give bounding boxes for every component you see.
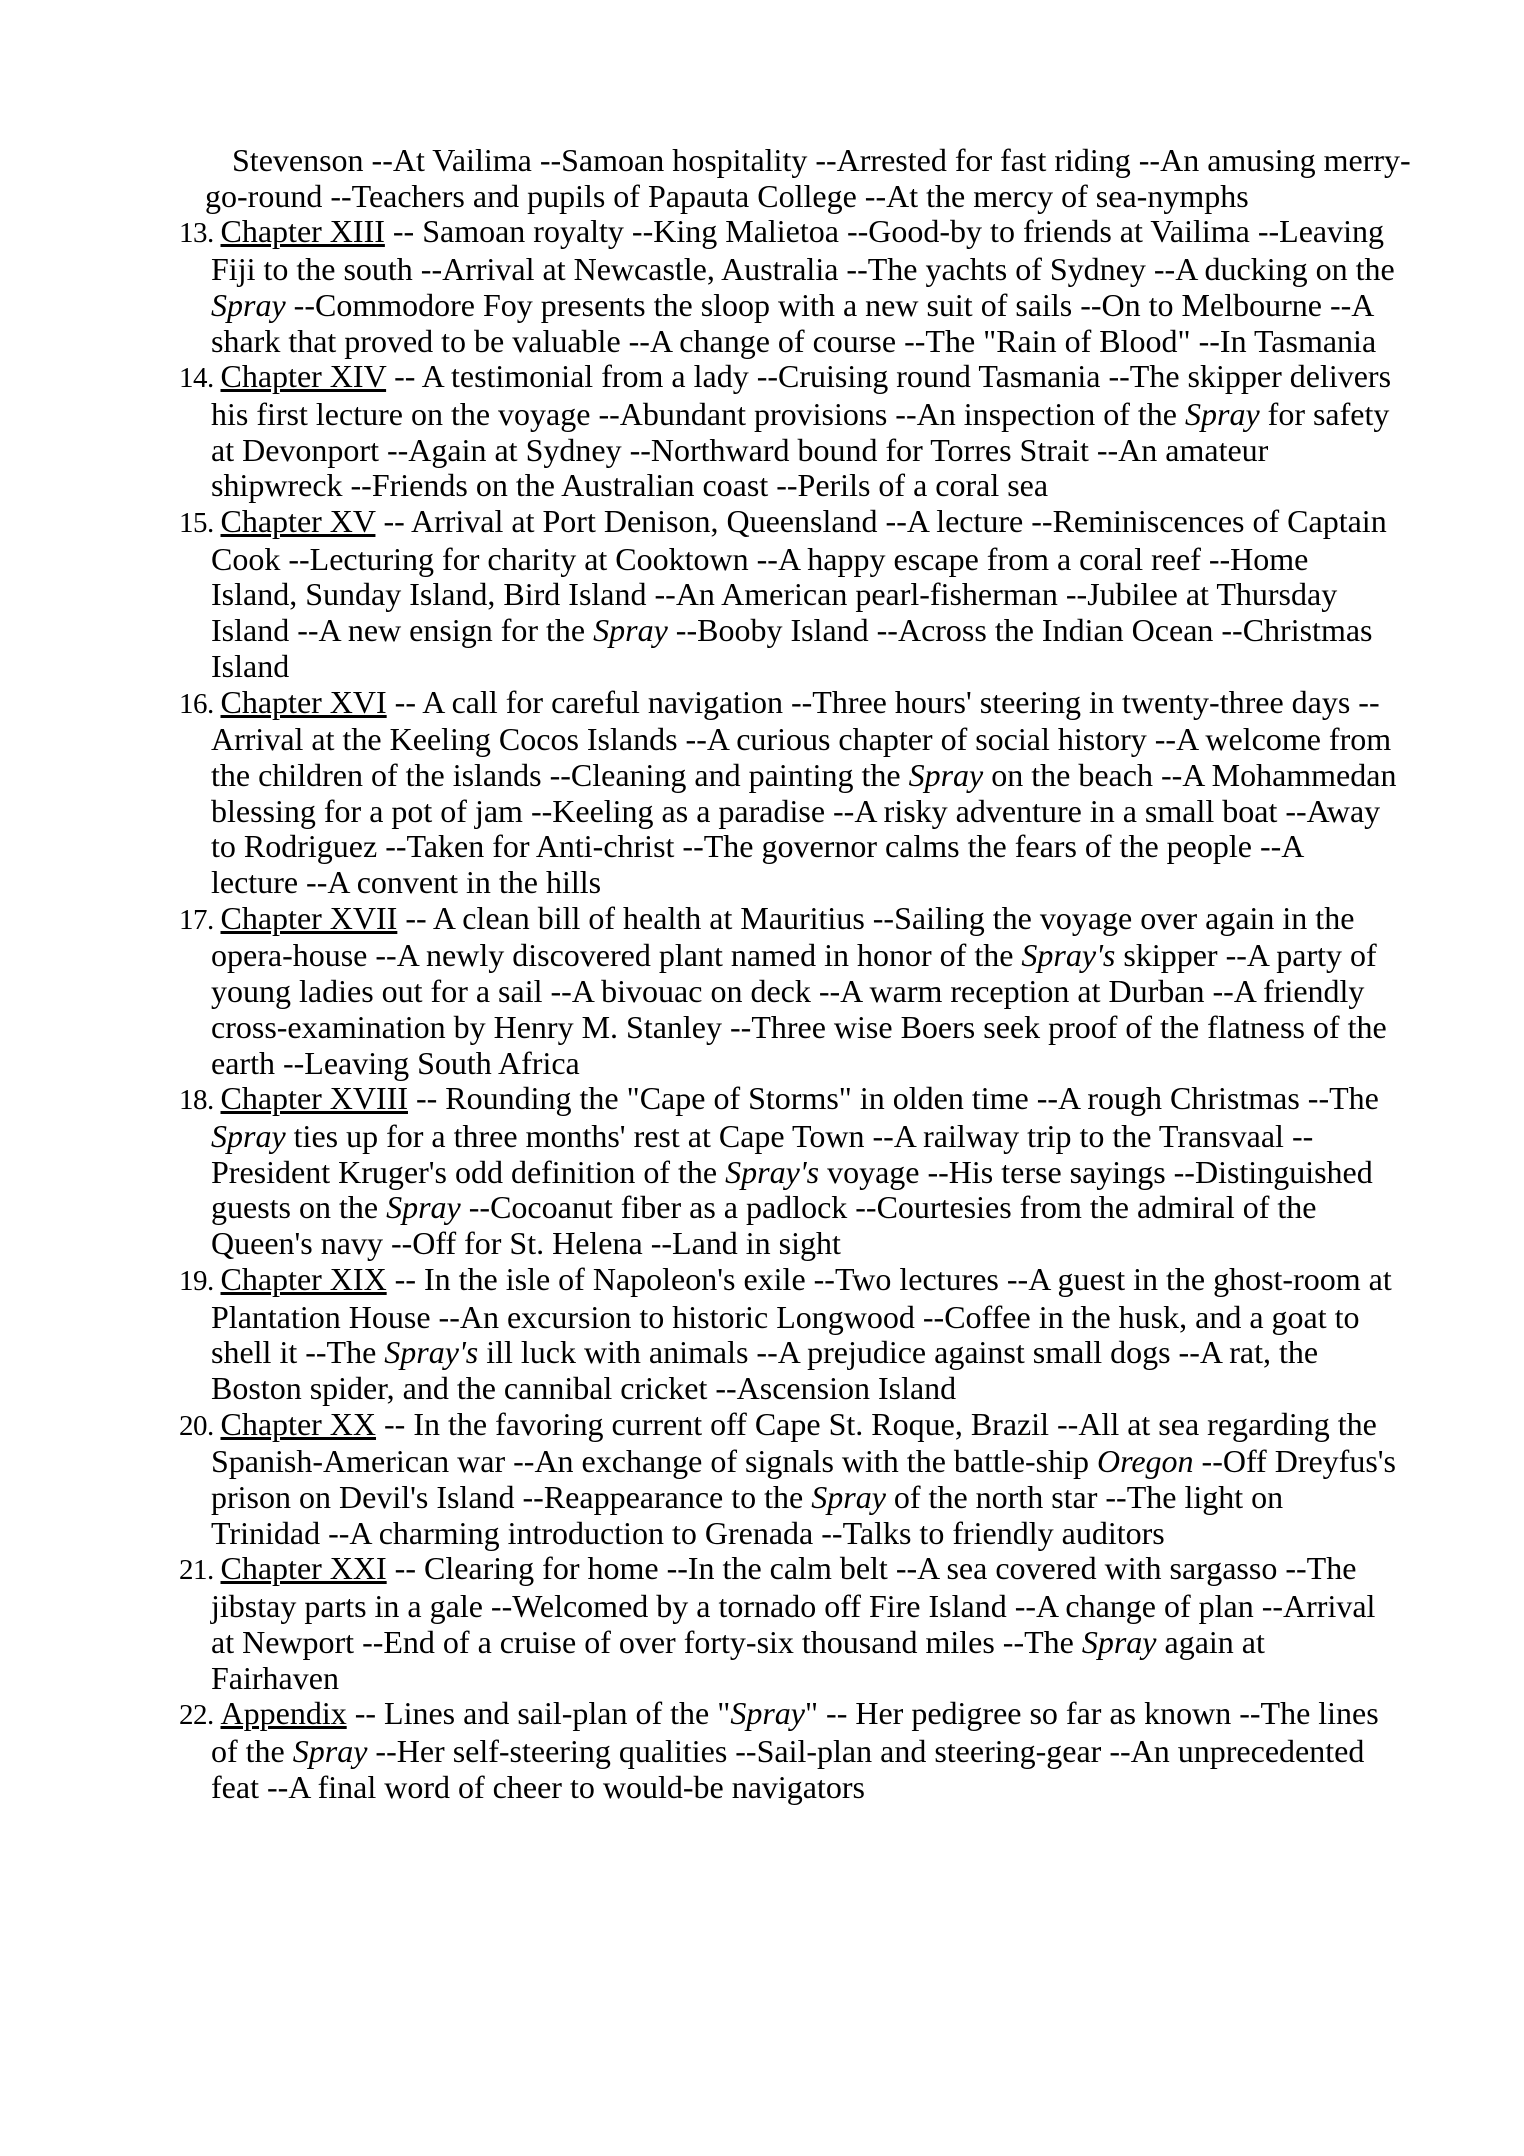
item-number: 17. — [179, 903, 221, 936]
toc-text-run: -- A call for careful navigation --Three hours' steering in twenty-three days -- — [386, 683, 1380, 720]
chapter-link[interactable]: Chapter XXI — [220, 1550, 387, 1587]
ship-name-italic: Spray — [386, 1189, 461, 1226]
chapter-link[interactable]: Chapter XV — [220, 503, 376, 540]
toc-item — [179, 1696, 1429, 1805]
toc-text-run: on the beach --A Mohammedan — [983, 756, 1397, 793]
ship-name-italic: Spray's — [1021, 937, 1116, 974]
ship-name-italic: Spray — [593, 612, 668, 649]
toc-text-run: -- A testimonial from a lady --Cruising round Tasmania --The skipper delivers — [386, 358, 1392, 395]
ship-name-italic: Spray — [730, 1695, 805, 1732]
chapter-link[interactable]: Chapter XVIII — [220, 1080, 408, 1117]
toc-text-run: to Rodriguez --Taken for Anti-christ --The governor calms the fears of the people --A — [211, 828, 1305, 865]
toc-text-run: the children of the islands --Cleaning and painting the — [211, 756, 909, 793]
toc-text-run: young ladies out for a sail --A bivouac on deck --A warm reception at Durban --A friendly — [211, 973, 1365, 1010]
line-indent-spacer — [179, 170, 232, 171]
toc-text-run: ill luck with animals --A prejudice against small dogs --A rat, the — [478, 1334, 1319, 1371]
toc-text-run: jibstay parts in a gale --Welcomed by a tornado off Fire Island --A change of plan --Arrival — [211, 1588, 1376, 1625]
toc-text-run: Plantation House --An excursion to historic Longwood --Coffee in the husk, and a goat to — [211, 1298, 1360, 1335]
toc-item — [179, 901, 1429, 1082]
toc-text-run: Trinidad --A charming introduction to Grenada --Talks to friendly auditors — [211, 1514, 1165, 1551]
item-number: 13. — [179, 217, 221, 250]
toc-item-continuation — [179, 143, 1429, 214]
toc-text-run: earth --Leaving South Africa — [211, 1044, 580, 1081]
ship-name-italic: Spray — [211, 1117, 286, 1154]
ship-name-italic: Spray — [811, 1479, 886, 1516]
toc-text-run: Arrival at the Keeling Cocos Islands --A curious chapter of social history --A welcome from — [211, 721, 1392, 758]
toc-text-run: Queen's navy --Off for St. Helena --Land in sight — [211, 1225, 841, 1262]
toc-text-run: " -- Her pedigree so far as known --The lines — [804, 1695, 1379, 1732]
toc-text-run: go-round --Teachers and pupils of Papauta College --At the mercy of sea-nymphs — [205, 177, 1249, 214]
line-indent-spacer — [179, 206, 205, 207]
ship-name-italic: Spray — [211, 286, 286, 323]
item-number: 21. — [179, 1554, 221, 1587]
toc-text-run: Spanish-American war --An exchange of signals with the battle-ship — [211, 1443, 1097, 1480]
ship-name-italic: Spray — [1081, 1623, 1157, 1660]
item-number: 18. — [179, 1084, 221, 1117]
toc-text-run: --Her self-steering qualities --Sail-plan and steering-gear --An unprecedented — [367, 1732, 1365, 1769]
toc-text-run: -- In the favoring current off Cape St. Roque, Brazil --All at sea regarding the — [376, 1405, 1377, 1442]
toc-item — [179, 1262, 1429, 1407]
toc-text-run: Island — [211, 647, 290, 684]
toc-text-run: shark that proved to be valuable --A change of course --The "Rain of Blood" --In Tasmania — [211, 322, 1377, 359]
toc-text-run: President Kruger's odd definition of the — [211, 1153, 726, 1190]
toc-text-run: feat --A final word of cheer to would-be navigators — [211, 1768, 865, 1805]
toc-item — [179, 1551, 1429, 1696]
toc-text-run: blessing for a pot of jam --Keeling as a paradise --A risky adventure in a small boat --Away — [211, 792, 1381, 829]
toc-text-run: -- A clean bill of health at Mauritius --Sailing the voyage over again in the — [397, 899, 1355, 936]
chapter-link[interactable]: Chapter XX — [220, 1405, 377, 1442]
toc-text-run: prison on Devil's Island --Reappearance to the — [211, 1479, 812, 1516]
toc-text-run: lecture --A convent in the hills — [211, 864, 602, 901]
toc-text-run: skipper --A party of — [1115, 937, 1377, 974]
chapter-link[interactable]: Chapter XIV — [220, 358, 387, 395]
toc-item — [179, 504, 1429, 685]
ship-name-italic: Spray's — [725, 1153, 820, 1190]
item-number: 22. — [179, 1699, 221, 1732]
toc-text-run: cross-examination by Henry M. Stanley --Three wise Boers seek proof of the flatness of the — [211, 1008, 1387, 1045]
toc-text-run: Fiji to the south --Arrival at Newcastle, Australia --The yachts of Sydney --A ducking on the — [211, 251, 1395, 288]
toc-item — [179, 214, 1429, 359]
ship-name-italic: Oregon — [1096, 1443, 1194, 1480]
toc-text-run: shipwreck --Friends on the Australian coast --Perils of a coral sea — [211, 467, 1049, 504]
item-number: 15. — [179, 507, 221, 540]
toc-text-run: --Off Dreyfus's — [1193, 1443, 1396, 1480]
chapter-link[interactable]: Chapter XIX — [220, 1260, 387, 1297]
toc-text-run: Island --A new ensign for the — [211, 612, 594, 649]
chapter-link[interactable]: Chapter XVI — [220, 683, 387, 720]
toc-text-run: -- Arrival at Port Denison, Queensland --A lecture --Reminiscences of Captain — [375, 503, 1387, 540]
item-number: 16. — [179, 687, 221, 720]
ship-name-italic: Spray — [292, 1732, 368, 1769]
toc-text-run: at Devonport --Again at Sydney --Northward bound for Torres Strait --An amateur — [211, 431, 1269, 468]
toc-text-run: guests on the — [211, 1189, 387, 1226]
chapter-link[interactable]: Appendix — [220, 1695, 347, 1732]
toc-text-run: shell it --The — [211, 1334, 385, 1371]
toc-text-run: at Newport --End of a cruise of over forty-six thousand miles --The — [211, 1623, 1082, 1660]
toc-item — [179, 1081, 1429, 1262]
toc-text-run: -- Samoan royalty --King Malietoa --Good-by to friends at Vailima --Leaving — [384, 213, 1384, 250]
toc-text-run: opera-house --A newly discovered plant named in honor of the — [211, 937, 1022, 974]
ship-name-italic: Spray — [908, 756, 984, 793]
toc-text-run: -- Rounding the "Cape of Storms" in olden time --A rough Christmas --The — [407, 1080, 1379, 1117]
ship-name-italic: Spray's — [384, 1334, 479, 1371]
toc-text-run: Cook --Lecturing for charity at Cooktown --A happy escape from a coral reef --Home — [211, 540, 1309, 577]
toc-text-run: his first lecture on the voyage --Abundant provisions --An inspection of the — [211, 395, 1185, 432]
item-number: 19. — [179, 1264, 221, 1297]
ship-name-italic: Spray — [1185, 395, 1260, 432]
toc-text-run: -- In the isle of Napoleon's exile --Two lectures --A guest in the ghost-room at — [386, 1260, 1392, 1297]
table-of-contents — [179, 143, 1429, 1805]
toc-text-run: Stevenson --At Vailima --Samoan hospitality --Arrested for fast riding --An amusing merry- — [232, 142, 1411, 178]
item-number: 14. — [179, 362, 221, 395]
toc-text-run: of the north star --The light on — [885, 1479, 1284, 1516]
toc-text-run: -- Lines and sail-plan of the " — [346, 1695, 731, 1732]
toc-text-run: Boston spider, and the cannibal cricket --Ascension Island — [211, 1369, 957, 1406]
toc-text-run: Island, Sunday Island, Bird Island --An American pearl-fisherman --Jubilee at Thursday — [211, 576, 1338, 613]
toc-text-run: --Booby Island --Across the Indian Ocean --Christmas — [667, 612, 1373, 649]
toc-text-run: voyage --His terse sayings --Distinguished — [819, 1153, 1373, 1190]
toc-text-run: --Cocoanut fiber as a padlock --Courtesies from the admiral of the — [460, 1189, 1317, 1226]
toc-text-run: ties up for a three months' rest at Cape Town --A railway trip to the Transvaal -- — [285, 1117, 1314, 1154]
chapter-link[interactable]: Chapter XVII — [220, 899, 398, 936]
toc-item — [179, 359, 1429, 504]
toc-text-run: Fairhaven — [211, 1659, 339, 1696]
toc-text-run: -- Clearing for home --In the calm belt --A sea covered with sargasso --The — [386, 1550, 1357, 1587]
item-number: 20. — [179, 1409, 221, 1442]
toc-text-run: of the — [211, 1732, 293, 1769]
toc-text-run: again at — [1156, 1623, 1265, 1660]
toc-item — [179, 685, 1429, 901]
toc-text-run: --Commodore Foy presents the sloop with a new suit of sails --On to Melbourne --A — [285, 286, 1375, 323]
toc-text-run: for safety — [1259, 395, 1390, 432]
chapter-link[interactable]: Chapter XIII — [220, 213, 385, 250]
toc-item — [179, 1407, 1429, 1552]
